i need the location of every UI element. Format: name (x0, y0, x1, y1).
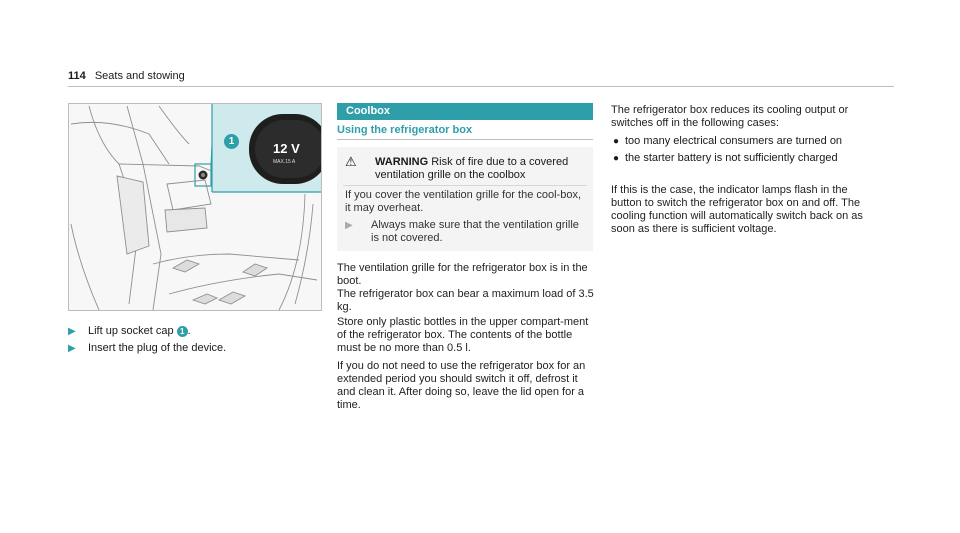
list-item: ● too many electrical consumers are turned on (613, 135, 843, 147)
step-arrow-icon: ▶ (68, 326, 76, 337)
header-divider (68, 86, 894, 87)
warning-label: WARNING (375, 156, 429, 168)
warning-headline: WARNING Risk of fire due to a covered ventilation grille on the coolbox (375, 156, 569, 181)
conditions-list (611, 135, 873, 169)
paragraph-max-load: The refrigerator box can bear a maximum load of 3.5 kg. (337, 288, 594, 313)
section-name: Seats and stowing (94, 70, 185, 82)
socket-voltage-label: 12 V (273, 141, 300, 156)
boot-socket-illustration (68, 103, 322, 311)
boot-line-drawing (69, 104, 322, 311)
figure-callout-badge: 1 (224, 134, 239, 149)
step-lift-cap: ▶ Lift up socket cap 1 . (68, 325, 191, 337)
subheading-divider (337, 139, 593, 140)
step-arrow-icon: ▶ (68, 343, 76, 354)
warning-box (337, 147, 593, 251)
page-header (68, 70, 185, 82)
step-insert-plug: ▶ Insert the plug of the device. (68, 342, 227, 354)
step-arrow-icon: ▶ (345, 220, 353, 231)
warning-step: ▶ Always make sure that the ventilation grille is not covered. (345, 219, 579, 244)
bullet-icon: ● (613, 136, 620, 147)
socket-rating-label: MAX.15 A (273, 159, 296, 165)
paragraph-bottles: Store only plastic bottles in the upper compart-ment of the refrigerator box. The contents of the bottle must be no more than 0.5 l. (337, 316, 589, 354)
bullet-icon: ● (613, 153, 620, 164)
paragraph-indicator-lamps: If this is the case, the indicator lamps flash in the button to switch the refrigerator box on and off. The cooling function will automatically switch back on as soon as there is sufficient voltage. (611, 184, 863, 235)
warning-triangle-icon: ⚠ (345, 154, 357, 169)
warning-body: If you cover the ventilation grille for the cool-box, it may overheat. (345, 189, 582, 214)
list-item: ● the starter battery is not sufficiently charged (613, 152, 838, 164)
warning-divider (343, 185, 587, 186)
subheading: Using the refrigerator box (337, 124, 473, 136)
paragraph-cooling-intro: The refrigerator box reduces its cooling output or switches off in the following cases: (611, 104, 849, 129)
section-title-bar: Coolbox (337, 103, 593, 120)
page-number: 114 (68, 70, 86, 82)
paragraph-switch-off: If you do not need to use the refrigerator box for an extended period you should switch it off, defrost it and clean it. After doing so, leave the lid open for a time. (337, 360, 586, 411)
paragraph-grille-location: The ventilation grille for the refrigerator box is in the boot. (337, 262, 588, 287)
callout-badge: 1 (177, 326, 188, 337)
